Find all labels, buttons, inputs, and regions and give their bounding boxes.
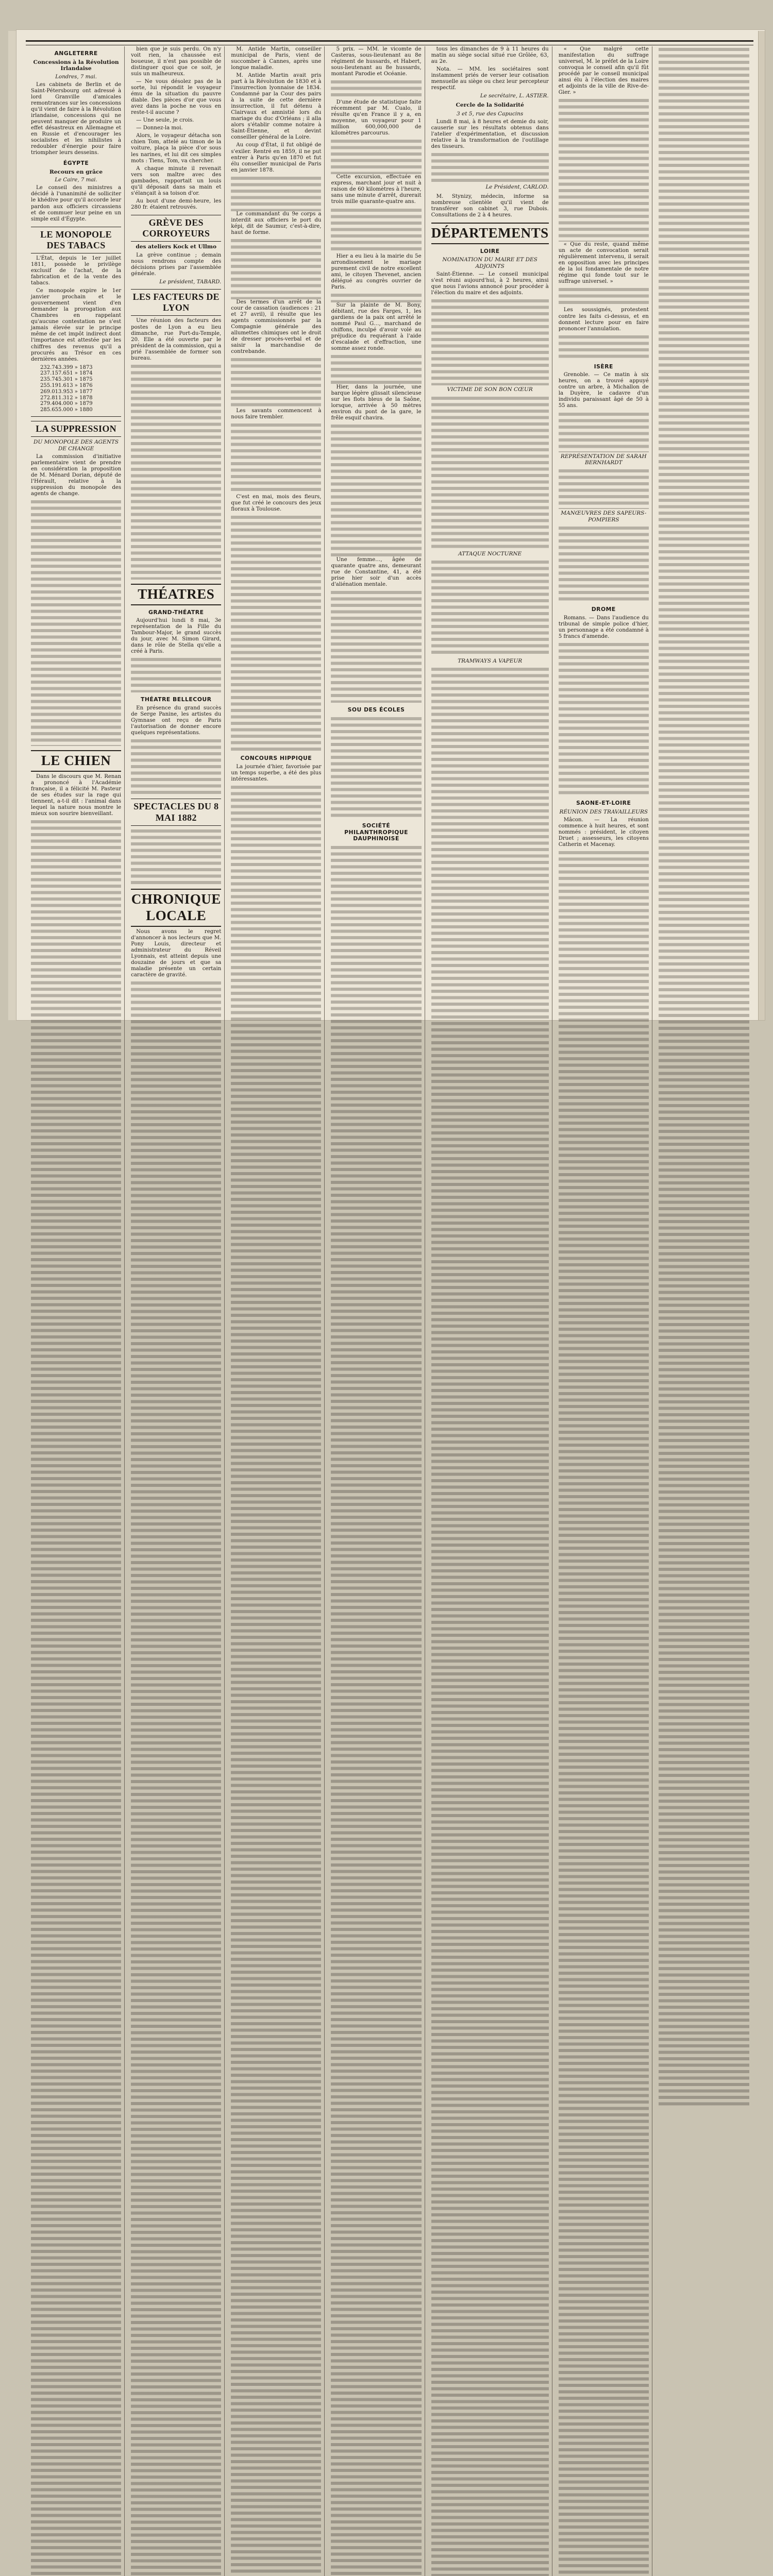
- article-title: LES FACTEURS DE LYON: [131, 289, 221, 316]
- text-lines: [331, 423, 421, 557]
- article-title: GRÈVE DES CORROYEURS: [131, 215, 221, 242]
- article-paragraph: « Que malgré cette manifestation du suffrage universel, M. le préfet de la Loire convoqua le conseil afin qu'il fût procédé par le conseil municipal ainsi élu à l'élection des maires et adjoints de la ville de Rive-de-Gier. »: [558, 46, 649, 96]
- column-6: [556, 46, 652, 2576]
- dateline: Le Caire, 7 mai.: [55, 177, 97, 183]
- dateline: Londres, 7 mai.: [55, 74, 97, 80]
- text-lines: [231, 175, 321, 211]
- article-paragraph: Une réunion des facteurs des postes de Lyon a eu lieu dimanche, rue Port-du-Temple, 20. Elle a été ouverte par le président de la commission, qui a prié l'assemblée de former son bureau.: [131, 318, 222, 361]
- section-subheading: NOMINATION DU MAIRE ET DES ADJOINTS: [442, 257, 537, 269]
- article-paragraph: La grève continue ; demain nous rendrons compte des décisions prises par l'assemblée générale.: [131, 252, 222, 277]
- text-lines: [231, 422, 321, 494]
- text-lines: [431, 559, 549, 657]
- text-lines: [331, 353, 421, 384]
- text-lines: [331, 589, 421, 703]
- article-paragraph: Aujourd'hui lundi 8 mai, 3e représentation de la Fille du Tambour-Major, le grand succès du jour, avec M. Simon Girard, dans le rôle de Stella qu'elle a créé à Paris.: [131, 618, 222, 655]
- text-lines: [331, 844, 421, 2576]
- article-paragraph: Romans. — Dans l'audience du tribunal de simple police d'hier, un personnage a été condamné à 5 francs d'amende.: [558, 615, 649, 639]
- revenue-table: [40, 365, 121, 413]
- section-heading: SAONE-ET-LOIRE: [576, 799, 631, 806]
- section-heading: CONCOURS HIPPIQUE: [240, 755, 312, 762]
- text-lines: [559, 411, 649, 452]
- section-heading: GRAND-THÉATRE: [148, 608, 204, 616]
- text-lines: [231, 784, 321, 2576]
- revenue-row: 285.655.000 » 1880: [40, 407, 93, 413]
- text-lines: [331, 716, 421, 819]
- section-heading: ANGLETERRE: [54, 50, 98, 57]
- article-paragraph: Au bout d'une demi-heure, les 280 fr. étaient retrouvés.: [131, 198, 222, 210]
- article-paragraph: Mâcon. — La réunion commence à huit heures, et sont nommés : président, le citoyen Druet ; assesseurs, les citoyens Catherin et Macenay.: [558, 817, 649, 848]
- section-heading: SOU DES ÉCOLES: [347, 706, 405, 714]
- article-paragraph: Des termes d'un arrêt de la cour de cassation (audiences : 21 et 27 avril), il résulte que les agents commissionnés par la Compagnie générale des allumettes chimiques ont le droit de dresser procès-verbal et de saisir la marchandise de contrebande.: [231, 299, 322, 354]
- column-7: [656, 46, 752, 2576]
- article-title: DÉPARTEMENTS: [431, 223, 549, 244]
- section-subheading: 3 et 5, rue des Capucins: [456, 110, 524, 117]
- section-heading: DROME: [591, 606, 616, 613]
- top-rule: [26, 40, 753, 45]
- revenue-row: 269.013.953 » 1877: [40, 388, 93, 395]
- section-subheading: TRAMWAYS A VAPEUR: [458, 657, 523, 664]
- article-paragraph: « Que du reste, quand même un acte de convocation serait régulièrement intervenu, il serait en opposition avec les principes de la loi fondamentale de notre régime qui fonde tout sur le suffrage universel. »: [558, 242, 649, 285]
- text-lines: [559, 468, 649, 509]
- article-title: LE CHIEN: [31, 750, 121, 772]
- text-lines: [331, 79, 421, 99]
- article-paragraph: La commission d'initiative parlementaire vient de prendre en considération la proposition de M. Ménard Dorian, député de l'Hérault, relative à la suppression du monopole des agents de change.: [31, 453, 122, 497]
- article-paragraph: Les savants commencent à nous faire trembler.: [231, 408, 322, 420]
- revenue-row: 237.157.651 » 1874: [40, 370, 93, 377]
- article-paragraph: bien que je suis perdu. On n'y voit rien, la chaussée est boueuse, il n'est pas possible de distinguer quoi que ce soit, je suis un malheureux.: [131, 46, 222, 77]
- article-paragraph: C'est en mai, mois des fleurs, que fut créé le concours des jeux floraux à Toulouse.: [231, 494, 322, 513]
- article-paragraph: Une femme…, âgée de quarante quatre ans, demeurant rue de Constantine, 41, a été prise hier soir d'un accès d'aliénation mentale.: [331, 557, 422, 588]
- section-heading: LOIRE: [480, 247, 500, 255]
- revenue-row: 232.743.399 » 1873: [40, 364, 93, 370]
- column-2: [128, 46, 225, 2576]
- revenue-row: 255.191.613 » 1876: [40, 382, 93, 388]
- text-lines: [131, 738, 221, 794]
- article-title: THÉATRES: [131, 584, 221, 605]
- article-paragraph: D'une étude de statistique faite récemment par M. Cualo, il résulte qu'en France il y a, en moyenne, un voyageur pour 1 million 600,000,000 de kilomètres parcourus.: [331, 99, 422, 137]
- text-lines: [131, 656, 221, 692]
- newspaper-columns: [28, 46, 752, 1015]
- text-lines: [559, 850, 649, 2576]
- section-heading: ÉGYPTE: [63, 160, 89, 167]
- article-paragraph: Dans le discours que M. Renan a prononcé à l'Académie française, il a félicité M. Pasteur de ses études sur la rage qui tiennent, a-t-il dit : l'animal dans lequel la nature nous montre le mieux son sourire bienveillant.: [31, 774, 122, 817]
- page-fold-left: [8, 31, 17, 1020]
- article-paragraph: Les soussignés, protestent contre les faits ci-dessus, et en donnent lecture pour en faire prononcer l'annulation.: [558, 307, 649, 332]
- article-title: CHRONIQUE LOCALE: [131, 889, 221, 927]
- text-lines: [559, 525, 649, 602]
- section-subheading: Concessions à la Révolution Irlandaise: [33, 59, 119, 72]
- article-paragraph: L'État, depuis le 1er juillet 1811, possède le privilège exclusif de l'achat, de la fabrication et de la vente des tabacs.: [31, 256, 122, 286]
- article-paragraph: Sur la plainte de M. Bony, débitant, rue des Farges, 1, les gardiens de la paix ont arrêté le nommé Paul G…, marchand de chiffons, inculpé d'avoir volé au préjudice du requérant à l'aide d'escalade et d'effraction, une somme assez ronde.: [331, 302, 422, 351]
- signature: Le président, TABARD.: [159, 278, 222, 285]
- column-4: [328, 46, 425, 2576]
- section-subheading: RÉUNION DES TRAVAILLEURS: [559, 808, 648, 815]
- article-title: LE MONOPOLE DES TABACS: [31, 227, 121, 253]
- signature: Le secrétaire, L. ASTIER.: [480, 93, 549, 99]
- article-paragraph: M. Antide Martin, conseiller municipal de Paris, vient de succomber à Cannes, après une longue maladie.: [231, 46, 322, 71]
- section-subheading: REPRÉSENTATION DE SARAH BERNHARDT: [560, 453, 647, 466]
- text-lines: [331, 292, 421, 302]
- section-subheading: MANŒUVRES DES SAPEURS-POMPIERS: [561, 510, 647, 523]
- section-divider: [31, 416, 121, 417]
- article-paragraph: En présence du grand succès de Serge Panine, les artistes du Gymnase ont reçu de Paris l'autorisation de donner encore quelques représentations.: [131, 705, 222, 736]
- text-lines: [31, 819, 121, 2576]
- column-5: [428, 46, 552, 2576]
- text-lines: [559, 334, 649, 360]
- article-paragraph: Nota. — MM. les sociétaires sont instamment priés de verser leur cotisation mensuelle au siège ou chez leur percepteur respectif.: [431, 66, 549, 91]
- article-paragraph: A chaque minute il revenait vers son maître avec des gambades, rapportait un louis qu'il déposait dans sa main et s'élançait à sa toison d'or.: [131, 165, 222, 196]
- text-lines: [231, 238, 321, 299]
- text-lines: [431, 298, 549, 385]
- article-paragraph: Alors, le voyageur détacha son chien Tom, attelé au timon de la voiture, plaça la pièce d'or sous les narines, et lui dit ces simples mots : Tiens, Tom, va chercher.: [131, 133, 222, 164]
- article-title: LA SUPPRESSION: [31, 421, 121, 437]
- text-lines: [431, 395, 549, 550]
- section-subheading: Recours en grâce: [49, 168, 103, 175]
- article-title: SPECTACLES DU 8 MAI 1882: [131, 799, 221, 825]
- article-paragraph: Ce monopole expire le 1er janvier prochain et le gouvernement vient d'en demander la prorogation aux Chambres en rappelant qu'aucune contestation ne s'est jamais élevée sur le principe même de cet impôt indirect dont l'importance est attestée par les chiffres des revenus qu'il a procurés au Trésor en ces dernières années.: [31, 288, 122, 362]
- article-paragraph: La journée d'hier, favorisée par un temps superbe, a été des plus intéressantes.: [231, 764, 322, 782]
- text-lines: [31, 499, 121, 746]
- signature: Le Président, CARLOD.: [485, 184, 549, 191]
- article-paragraph: 5 prix. — MM. le vicomte de Casteras, sous-lieutenant au 8e régiment de hussards, et Habert, sous-lieutenant au 8e hussards, montant Parodie et Océanie.: [331, 46, 422, 77]
- text-lines: [431, 666, 549, 2576]
- article-paragraph: M. Stynizy, médecin, informe sa nombreuse clientèle qu'il vient de transférer son cabinet 3, rue Dubois. Consultations de 2 à 4 heures.: [431, 193, 549, 218]
- text-lines: [231, 357, 321, 408]
- revenue-row: 272.811.312 » 1878: [40, 395, 93, 401]
- text-lines: [131, 980, 221, 2576]
- article-paragraph: M. Antide Martin avait pris part à la Révolution de 1830 et à l'insurrection lyonnaise de 1834. Condamné par la Cour des pairs à la suite de cette dernière insurrection, il fut détenu à Clairvaux et amnistié lors du mariage du duc d'Orléans ; il alla alors s'établir comme notaire à Saint-Étienne, et devint conseiller général de la Loire.: [231, 73, 322, 141]
- article-paragraph: Grenoble. — Ce matin à six heures, on a trouvé appuyé contre un arbre, à Michallon de la Duyère, le cadavre d'un individu paraissant âgé de 50 à 55 ans.: [558, 372, 649, 409]
- article-paragraph: Le conseil des ministres a décidé à l'unanimité de solliciter le khédive pour qu'il accorde leur pardon aux officiers circassiens et de commuer leur peine en un simple exil d'Égypte.: [31, 185, 122, 222]
- article-paragraph: Nous avons le regret d'annoncer à nos lecteurs que M. Pony Louis, directeur et administrateur du Réveil Lyonnais, est atteint depuis une douzaine de jours et que sa maladie présente un certain caractère de gravité.: [131, 928, 222, 978]
- article-paragraph: — Une seule, je crois.: [136, 117, 194, 124]
- text-lines: [659, 46, 749, 2107]
- page-fold-right: [758, 31, 765, 1020]
- section-heading: ISÈRE: [594, 363, 613, 370]
- text-lines: [559, 641, 649, 796]
- column-1: [28, 46, 125, 2576]
- article-paragraph: Au coup d'État, il fut obligé de s'exiler. Rentré en 1859, il ne put entrer à Paris qu'en 1870 et fut élu conseiller municipal de Paris en janvier 1878.: [231, 142, 322, 173]
- article-paragraph: — Ne vous désolez pas de la sorte, lui répondit le voyageur ému de la situation du pauvre diable. Des pièces d'or que vous avez dans la poche ne vous en reste-t-il aucune ?: [131, 79, 222, 116]
- article-paragraph: tous les dimanches de 9 à 11 heures du matin au siège social situé rue Grôlée, 63, au 2e.: [431, 46, 549, 65]
- text-lines: [559, 97, 649, 242]
- section-subheading: VICTIME DE SON BON CŒUR: [447, 386, 533, 393]
- text-lines: [331, 138, 421, 174]
- text-lines: [231, 514, 321, 751]
- article-paragraph: Lundi 8 mai, à 8 heures et demie du soir, causerie sur les résultats obtenus dans l'atelier d'expérimentation, et discussion relative à la transformation de l'outillage des tisseurs.: [431, 119, 549, 150]
- revenue-row: 279.404.000 » 1879: [40, 401, 93, 407]
- column-3: [228, 46, 325, 2576]
- text-lines: [431, 151, 549, 182]
- text-lines: [131, 828, 221, 885]
- article-paragraph: Les cabinets de Berlin et de Saint-Pétersbourg ont adressé à lord Granville d'amicales remontrances sur les concessions qu'il vient de faire à la Révolution irlandaise, concessions qui ne peuvent manquer de produire un effet désastreux en Allemagne et en Russie et d'encourager les socialistes et les nihilistes à redoubler d'énergie pour faire triompher leurs desseins.: [31, 81, 122, 156]
- section-heading: THÉATRE BELLECOUR: [140, 696, 212, 703]
- section-heading: SOCIÉTÉ PHILANTHROPIQUE DAUPHINOISE: [344, 822, 408, 842]
- section-subheading: des ateliers Kock et Ullmo: [136, 244, 217, 250]
- section-subheading: ATTAQUE NOCTURNE: [458, 550, 522, 557]
- article-paragraph: — Donnez-la moi.: [136, 125, 183, 131]
- text-lines: [559, 286, 649, 307]
- section-subheading: DU MONOPOLE DES AGENTS DE CHANGE: [33, 439, 119, 452]
- article-paragraph: Saint-Étienne. — Le conseil municipal s'est réuni aujourd'hui, à 2 heures, ainsi que nous l'avions annoncé pour procéder à l'élection du maire et des adjoints.: [431, 272, 549, 296]
- article-paragraph: Hier, dans la journée, une barque légère glissait silencieuse sur les flots bleus de la Saône, lorsque, arrivée à 50 mètres environ du pont de la gare, le frêle esquif chavira.: [331, 384, 422, 421]
- article-paragraph: Hier a eu lieu à la mairie du 5e arrondissement le mariage purement civil de notre excellent ami, le citoyen Thevenet, ancien délégué au congrès ouvrier de Paris.: [331, 253, 422, 290]
- text-lines: [131, 363, 221, 580]
- article-paragraph: Le commandant du 9e corps a interdit aux officiers le port du képi, dit de Saumur, c'est-à-dire, haut de forme.: [231, 211, 322, 235]
- text-lines: [331, 207, 421, 253]
- revenue-row: 235.745.301 » 1875: [40, 377, 93, 383]
- section-subheading: Cercle de la Solidarité: [456, 102, 524, 109]
- article-paragraph: Cette excursion, effectuée en express, marchant jour et nuit à raison de 60 kilomètres à l'heure, sans une minute d'arrêt, durerait trois mille quarante-quatre ans.: [331, 174, 422, 205]
